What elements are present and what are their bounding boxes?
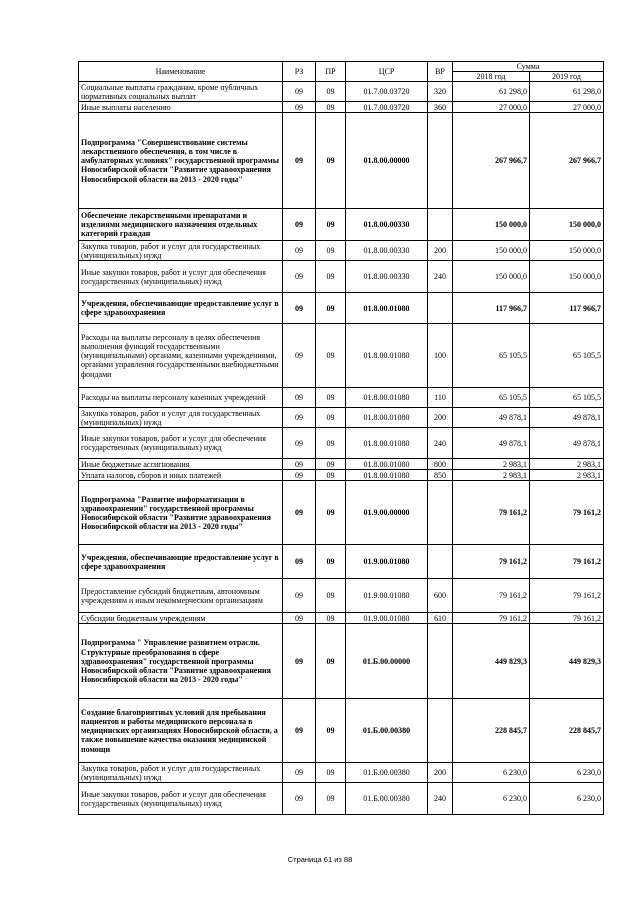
cell-name: Закупка товаров, работ и услуг для государственных (муниципальных) нужд xyxy=(79,408,283,428)
cell-pr: 09 xyxy=(316,408,346,428)
cell-2018: 49 878,1 xyxy=(453,408,530,428)
cell-2018: 79 161,2 xyxy=(453,613,530,624)
cell-2018: 117 966,7 xyxy=(453,293,530,324)
cell-name: Иные закупки товаров, работ и услуг для обеспечения государственных (муниципальных) нужд xyxy=(79,261,283,293)
cell-name: Субсидии бюджетным учреждениям xyxy=(79,613,283,624)
cell-csr: 01.8.00.01080 xyxy=(346,324,428,388)
table-row xyxy=(79,579,604,613)
cell-pr: 09 xyxy=(316,699,346,763)
table-row xyxy=(79,209,604,241)
table-row xyxy=(79,324,604,388)
cell-2018: 79 161,2 xyxy=(453,481,530,545)
cell-2018: 65 105,5 xyxy=(453,324,530,388)
cell-2019: 6 230,0 xyxy=(530,783,604,815)
cell-pr: 09 xyxy=(316,293,346,324)
cell-rz: 09 xyxy=(283,408,316,428)
cell-vr: 320 xyxy=(428,82,453,102)
cell-vr xyxy=(428,113,453,209)
cell-csr: 01.8.00.01080 xyxy=(346,459,428,470)
cell-vr: 200 xyxy=(428,408,453,428)
table-row xyxy=(79,459,604,470)
cell-rz: 09 xyxy=(283,763,316,783)
cell-vr: 200 xyxy=(428,763,453,783)
cell-vr: 600 xyxy=(428,579,453,613)
cell-2019: 150 000,0 xyxy=(530,209,604,241)
cell-pr: 09 xyxy=(316,470,346,481)
cell-rz: 09 xyxy=(283,624,316,699)
cell-csr: 01.Б.00.00380 xyxy=(346,763,428,783)
table-row xyxy=(79,408,604,428)
cell-2019: 61 298,0 xyxy=(530,82,604,102)
cell-2018: 61 298,0 xyxy=(453,82,530,102)
cell-pr: 09 xyxy=(316,763,346,783)
cell-csr: 01.8.00.00330 xyxy=(346,209,428,241)
cell-vr: 240 xyxy=(428,783,453,815)
cell-vr: 100 xyxy=(428,324,453,388)
cell-vr: 110 xyxy=(428,388,453,408)
cell-csr: 01.8.00.01080 xyxy=(346,428,428,459)
cell-2019: 49 878,1 xyxy=(530,428,604,459)
cell-rz: 09 xyxy=(283,388,316,408)
cell-2019: 79 161,2 xyxy=(530,579,604,613)
header-csr: ЦСР xyxy=(346,62,428,82)
cell-2019: 49 878,1 xyxy=(530,408,604,428)
cell-2019: 65 105,5 xyxy=(530,324,604,388)
cell-2019: 6 230,0 xyxy=(530,763,604,783)
table-body xyxy=(79,82,604,815)
cell-rz: 09 xyxy=(283,699,316,763)
cell-csr: 01.8.00.00330 xyxy=(346,261,428,293)
table-row xyxy=(79,613,604,624)
cell-pr: 09 xyxy=(316,613,346,624)
cell-pr: 09 xyxy=(316,324,346,388)
cell-name: Иные выплаты населению xyxy=(79,102,283,113)
cell-csr: 01.8.00.00330 xyxy=(346,241,428,261)
header-vr: ВР xyxy=(428,62,453,82)
table-row xyxy=(79,293,604,324)
cell-2018: 49 878,1 xyxy=(453,428,530,459)
cell-pr: 09 xyxy=(316,428,346,459)
cell-name: Закупка товаров, работ и услуг для государственных (муниципальных) нужд xyxy=(79,241,283,261)
cell-csr: 01.9.00.01080 xyxy=(346,613,428,624)
table-row xyxy=(79,763,604,783)
cell-2019: 79 161,2 xyxy=(530,613,604,624)
cell-name: Расходы на выплаты персоналу в целях обеспечения выполнения функций государственными (муниципальными) органами, казенными учреждениями, органами управления государственными внебюджетными фондами xyxy=(79,324,283,388)
cell-pr: 09 xyxy=(316,579,346,613)
cell-pr: 09 xyxy=(316,783,346,815)
table-row xyxy=(79,113,604,209)
cell-vr xyxy=(428,481,453,545)
cell-rz: 09 xyxy=(283,613,316,624)
cell-pr: 09 xyxy=(316,209,346,241)
cell-csr: 01.8.00.00000 xyxy=(346,113,428,209)
cell-name: Иные бюджетные ассигнования xyxy=(79,459,283,470)
cell-pr: 09 xyxy=(316,388,346,408)
cell-name: Создание благоприятных условий для пребывания пациентов и работы медицинского персонала в медицинских организациях Новосибирской области, а также повышение качества оказания медицинской помощи xyxy=(79,699,283,763)
cell-csr: 01.8.00.01080 xyxy=(346,408,428,428)
cell-pr: 09 xyxy=(316,459,346,470)
cell-2019: 117 966,7 xyxy=(530,293,604,324)
table-row xyxy=(79,261,604,293)
cell-rz: 09 xyxy=(283,470,316,481)
cell-rz: 09 xyxy=(283,293,316,324)
cell-csr: 01.9.00.01080 xyxy=(346,579,428,613)
cell-vr: 360 xyxy=(428,102,453,113)
cell-2018: 150 000,0 xyxy=(453,209,530,241)
cell-csr: 01.Б.00.00380 xyxy=(346,783,428,815)
cell-rz: 09 xyxy=(283,428,316,459)
cell-name: Иные закупки товаров, работ и услуг для обеспечения государственных (муниципальных) нужд xyxy=(79,783,283,815)
cell-vr xyxy=(428,209,453,241)
table-row xyxy=(79,624,604,699)
cell-2018: 6 230,0 xyxy=(453,783,530,815)
table-row xyxy=(79,428,604,459)
cell-2018: 6 230,0 xyxy=(453,763,530,783)
cell-2019: 150 000,0 xyxy=(530,261,604,293)
table-row xyxy=(79,102,604,113)
cell-csr: 01.8.00.01080 xyxy=(346,470,428,481)
header-pr: ПР xyxy=(316,62,346,82)
cell-2018: 449 829,3 xyxy=(453,624,530,699)
cell-name: Иные закупки товаров, работ и услуг для обеспечения государственных (муниципальных) нужд xyxy=(79,428,283,459)
cell-2018: 79 161,2 xyxy=(453,579,530,613)
cell-vr: 850 xyxy=(428,470,453,481)
cell-rz: 09 xyxy=(283,113,316,209)
cell-csr: 01.7.00.03720 xyxy=(346,82,428,102)
budget-table xyxy=(78,61,604,815)
cell-2019: 79 161,2 xyxy=(530,481,604,545)
table-row xyxy=(79,82,604,102)
cell-rz: 09 xyxy=(283,459,316,470)
cell-pr: 09 xyxy=(316,113,346,209)
cell-pr: 09 xyxy=(316,241,346,261)
cell-2019: 79 161,2 xyxy=(530,545,604,579)
cell-2019: 228 845,7 xyxy=(530,699,604,763)
header-rz: РЗ xyxy=(283,62,316,82)
cell-name: Закупка товаров, работ и услуг для государственных (муниципальных) нужд xyxy=(79,763,283,783)
header-sum: Сумма xyxy=(453,62,604,72)
cell-rz: 09 xyxy=(283,261,316,293)
cell-2018: 150 000,0 xyxy=(453,241,530,261)
cell-2018: 79 161,2 xyxy=(453,545,530,579)
cell-vr: 200 xyxy=(428,241,453,261)
cell-2018: 65 105,5 xyxy=(453,388,530,408)
cell-vr: 240 xyxy=(428,428,453,459)
cell-csr: 01.8.00.01080 xyxy=(346,388,428,408)
cell-pr: 09 xyxy=(316,102,346,113)
cell-name: Расходы на выплаты персоналу казенных учреждений xyxy=(79,388,283,408)
cell-csr: 01.Б.00.00000 xyxy=(346,624,428,699)
cell-name: Учреждения, обеспечивающие предоставление услуг в сфере здравоохранения xyxy=(79,293,283,324)
cell-2019: 2 983,1 xyxy=(530,470,604,481)
cell-name: Обеспечение лекарственными препаратами и изделиями медицинского назначения отдельных категорий граждан xyxy=(79,209,283,241)
cell-name: Уплата налогов, сборов и иных платежей xyxy=(79,470,283,481)
cell-pr: 09 xyxy=(316,261,346,293)
cell-name: Подпрограмма "Совершенствование системы лекарственного обеспечения, в том числе в амбулаторных условиях" государственной программы Новосибирской области "Развитие здравоохранения Новосибирской области на 2013 - 2020 годы" xyxy=(79,113,283,209)
cell-2018: 150 000,0 xyxy=(453,261,530,293)
cell-pr: 09 xyxy=(316,624,346,699)
cell-2019: 150 000,0 xyxy=(530,241,604,261)
table-row xyxy=(79,545,604,579)
cell-rz: 09 xyxy=(283,241,316,261)
cell-vr: 610 xyxy=(428,613,453,624)
cell-2018: 2 983,1 xyxy=(453,470,530,481)
cell-2018: 2 983,1 xyxy=(453,459,530,470)
table-row xyxy=(79,388,604,408)
cell-vr xyxy=(428,293,453,324)
cell-csr: 01.Б.00.00380 xyxy=(346,699,428,763)
table-row xyxy=(79,699,604,763)
header-name: Наименование xyxy=(79,62,283,82)
cell-rz: 09 xyxy=(283,579,316,613)
cell-vr: 800 xyxy=(428,459,453,470)
cell-2019: 2 983,1 xyxy=(530,459,604,470)
cell-name: Предоставление субсидий бюджетным, автономным учреждениям и иным некоммерческим организациям xyxy=(79,579,283,613)
cell-2019: 65 105,5 xyxy=(530,388,604,408)
cell-2019: 27 000,0 xyxy=(530,102,604,113)
cell-pr: 09 xyxy=(316,545,346,579)
cell-rz: 09 xyxy=(283,545,316,579)
table-row xyxy=(79,783,604,815)
cell-name: Социальные выплаты гражданам, кроме публичных нормативных социальных выплат xyxy=(79,82,283,102)
cell-name: Учреждения, обеспечивающие предоставление услуг в сфере здравоохранения xyxy=(79,545,283,579)
cell-csr: 01.7.00.03720 xyxy=(346,102,428,113)
cell-rz: 09 xyxy=(283,324,316,388)
header-year-2019: 2019 год xyxy=(530,72,604,82)
cell-2019: 267 966,7 xyxy=(530,113,604,209)
cell-2018: 27 000,0 xyxy=(453,102,530,113)
cell-2019: 449 829,3 xyxy=(530,624,604,699)
cell-pr: 09 xyxy=(316,82,346,102)
table-row xyxy=(79,481,604,545)
cell-2018: 228 845,7 xyxy=(453,699,530,763)
cell-csr: 01.9.00.01080 xyxy=(346,545,428,579)
cell-rz: 09 xyxy=(283,783,316,815)
cell-pr: 09 xyxy=(316,481,346,545)
cell-2018: 267 966,7 xyxy=(453,113,530,209)
cell-csr: 01.9.00.00000 xyxy=(346,481,428,545)
cell-rz: 09 xyxy=(283,102,316,113)
header-year-2018: 2018 год xyxy=(453,72,530,82)
cell-csr: 01.8.00.01080 xyxy=(346,293,428,324)
cell-rz: 09 xyxy=(283,209,316,241)
page-number: Страница 61 из 88 xyxy=(287,855,353,864)
cell-name: Подпрограмма "Развитие информатизации в здравоохранении" государственной программы Новосибирской области "Развитие здравоохранения Новосибирской области на 2013 - 2020 годы" xyxy=(79,481,283,545)
cell-name: Подпрограмма " Управление развитием отрасли. Структурные преобразования в сфере здравоохранения" государственной программы Новосибирской области "Развитие здравоохранения Новосибирской области на 2013 - 2020 годы" xyxy=(79,624,283,699)
table-row xyxy=(79,241,604,261)
table-row xyxy=(79,470,604,481)
cell-vr: 240 xyxy=(428,261,453,293)
cell-rz: 09 xyxy=(283,82,316,102)
cell-vr xyxy=(428,624,453,699)
cell-rz: 09 xyxy=(283,481,316,545)
cell-vr xyxy=(428,545,453,579)
cell-vr xyxy=(428,699,453,763)
